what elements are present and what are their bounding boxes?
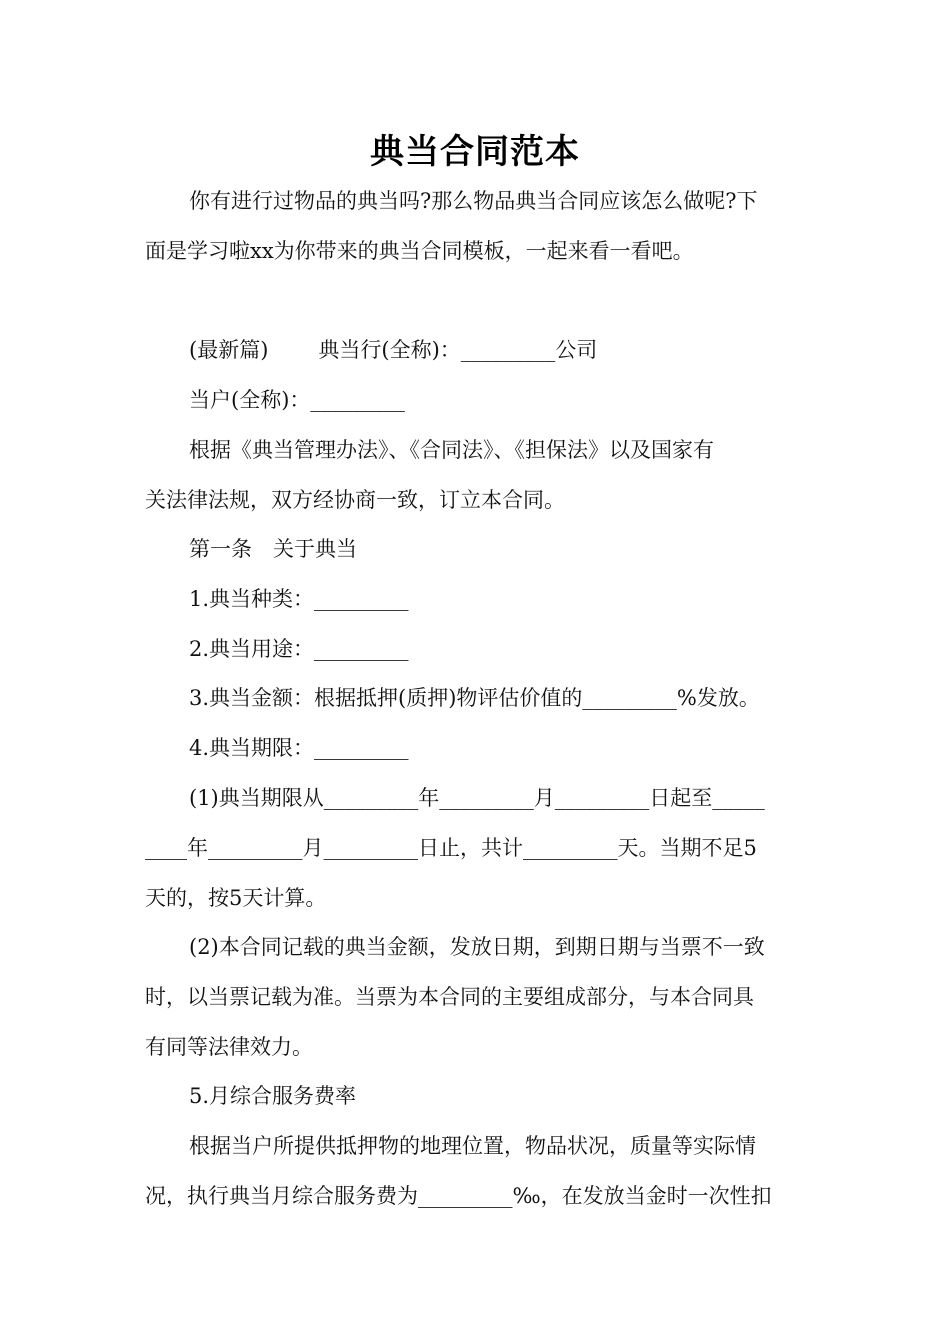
item-4-pawn-term: 4.典当期限：_________ [189, 736, 409, 760]
article-1-heading: 第一条 关于典当 [189, 537, 357, 561]
header-note: (最新篇) [189, 338, 269, 362]
rate-text-line-1: 根据当户所提供抵押物的地理位置，物品状况，质量等实际情 [189, 1134, 756, 1158]
intro-line-1: 你有进行过物品的典当吗?那么物品典当合同应该怎么做呢?下 [189, 189, 758, 213]
item-1-pawn-type: 1.典当种类：_________ [189, 587, 409, 611]
pawner-line: 当户(全称)：_________ [189, 388, 405, 412]
clause-2-line-1: (2)本合同记载的典当金额，发放日期，到期日期与当票不一致 [189, 935, 765, 959]
preamble-line-2: 关法律法规，双方经协商一致，订立本合同。 [145, 488, 565, 512]
preamble-line-1: 根据《典当管理办法》、《合同法》、《担保法》以及国家有 [189, 438, 714, 462]
pawnshop-line: 典当行(全称)：_________公司 [318, 338, 598, 362]
rate-text-line-2: 况，执行典当月综合服务费为_________‰，在发放当金时一次性扣 [145, 1184, 772, 1208]
clause-1-line-1: (1)典当期限从_________年_________月_________日起至_____ [189, 786, 765, 810]
clause-1-line-3: 天的，按5天计算。 [145, 886, 327, 910]
item-3-pawn-amount: 3.典当金额：根据抵押(质押)物评估价值的_________%发放。 [189, 686, 760, 710]
item-2-pawn-purpose: 2.典当用途：_________ [189, 637, 409, 661]
intro-line-2: 面是学习啦xx为你带来的典当合同模板，一起来看一看吧。 [145, 239, 694, 263]
item-5-service-rate: 5.月综合服务费率 [189, 1084, 357, 1108]
clause-2-line-2: 时，以当票记载为准。当票为本合同的主要组成部分，与本合同具 [145, 985, 754, 1009]
document-title: 典当合同范本 [370, 132, 580, 172]
header-row [189, 334, 597, 366]
clause-1-line-2: ____年_________月_________日止，共计_________天。当期不足5 [145, 836, 757, 860]
clause-2-line-3: 有同等法律效力。 [145, 1035, 313, 1059]
